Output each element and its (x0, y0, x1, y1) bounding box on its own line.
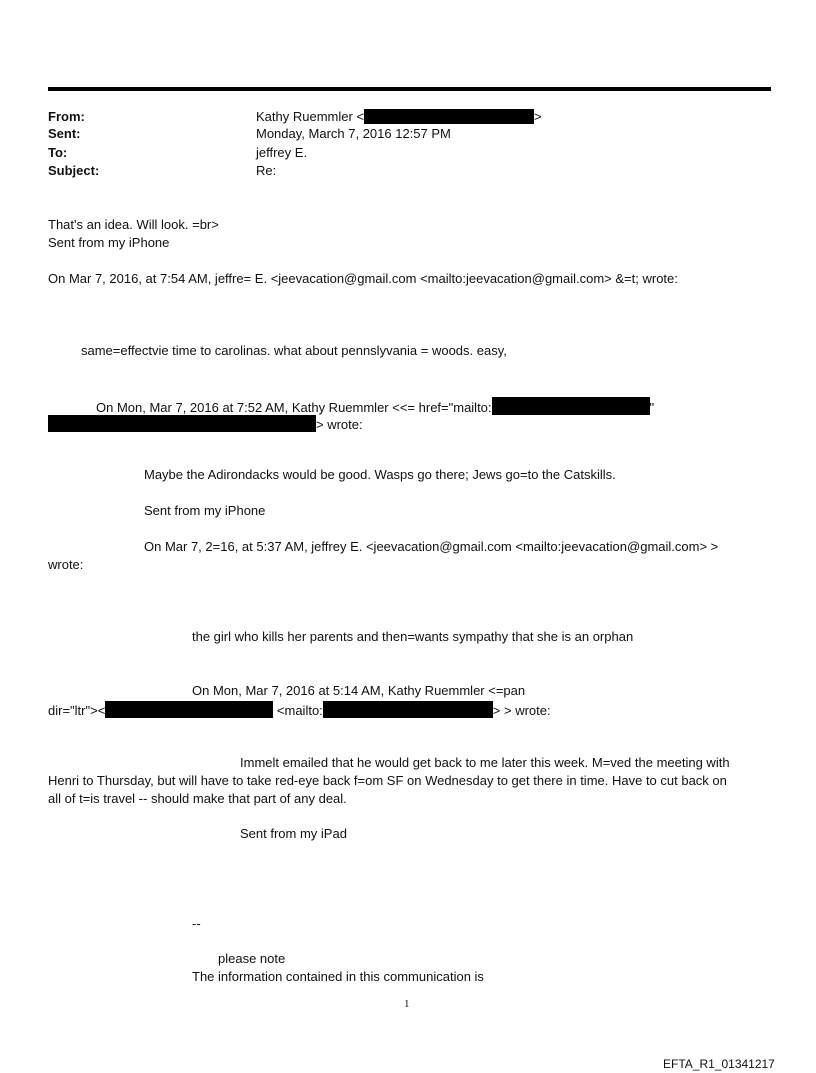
to-label: To: (48, 145, 68, 160)
disclaimer-line: The information contained in this communication is (192, 969, 484, 984)
sent-label: Sent: (48, 126, 81, 141)
redaction-bar (323, 701, 493, 718)
quote-header-text: " (649, 400, 655, 415)
document-id: EFTA_R1_01341217 (663, 1057, 775, 1071)
body-line: Immelt emailed that he would get back to me later this week. M=ved the meeting with (240, 755, 730, 770)
quote-header-line (96, 397, 654, 416)
subject-value: Re: (256, 163, 277, 178)
body-line: Henri to Thursday, but will have to take red-eye back f=om SF on Wednesday to get there in time. Have to cut back on (48, 773, 727, 788)
body-line: Sent from my iPhone (48, 235, 170, 250)
quote-header-text: On Mon, Mar 7, 2016 at 7:52 AM, Kathy Ruemmler <<= href="mailto: (96, 400, 492, 415)
body-line: That's an idea. Will look. =br> (48, 217, 219, 232)
quote-header-text: <mailto: (276, 703, 323, 718)
header-rule (48, 87, 771, 91)
quote-header-text: dir="ltr">< (48, 703, 106, 718)
quote-header-line (48, 701, 551, 719)
body-line: same=effectvie time to carolinas. what about pennslyvania = woods. easy, (81, 343, 507, 358)
subject-label: Subject: (48, 163, 100, 178)
redaction-bar (364, 109, 534, 124)
from-label: From: (48, 109, 85, 124)
from-open-bracket: < (356, 109, 365, 124)
redaction-bar (48, 415, 316, 432)
quote-header-text: > wrote: (316, 417, 363, 432)
page-number: 1 (404, 998, 410, 1010)
quote-header-line: On Mon, Mar 7, 2016 at 5:14 AM, Kathy Ruemmler <=pan (192, 683, 526, 698)
body-line: the girl who kills her parents and then=wants sympathy that she is an orphan (192, 629, 634, 644)
body-line: Sent from my iPad (240, 826, 347, 841)
signature-separator: -- (192, 916, 201, 931)
quote-header-text: > > wrote: (492, 703, 551, 718)
quote-header-line (48, 415, 363, 433)
body-line: Sent from my iPhone (144, 503, 266, 518)
disclaimer-line: please note (218, 951, 286, 966)
body-line: all of t=is travel -- should make that part of any deal. (48, 791, 347, 806)
from-value (256, 109, 542, 125)
quote-header-line: On Mar 7, 2016, at 7:54 AM, jeffre= E. <jeevacation@gmail.com <mailto:jeevacation@gmail.com> &=t; wrote: (48, 271, 678, 286)
body-line: Maybe the Adirondacks would be good. Wasps go there; Jews go=to the Catskills. (144, 467, 616, 482)
from-close-bracket: > (534, 109, 542, 124)
quote-header-line: wrote: (48, 557, 84, 572)
redaction-bar (105, 701, 273, 718)
redaction-bar (492, 397, 650, 415)
sent-value: Monday, March 7, 2016 12:57 PM (256, 126, 451, 141)
from-name: Kathy Ruemmler (256, 109, 353, 124)
quote-header-line: On Mar 7, 2=16, at 5:37 AM, jeffrey E. <jeevacation@gmail.com <mailto:jeevacation@gmail.com> > (144, 539, 719, 554)
to-value: jeffrey E. (256, 145, 308, 160)
